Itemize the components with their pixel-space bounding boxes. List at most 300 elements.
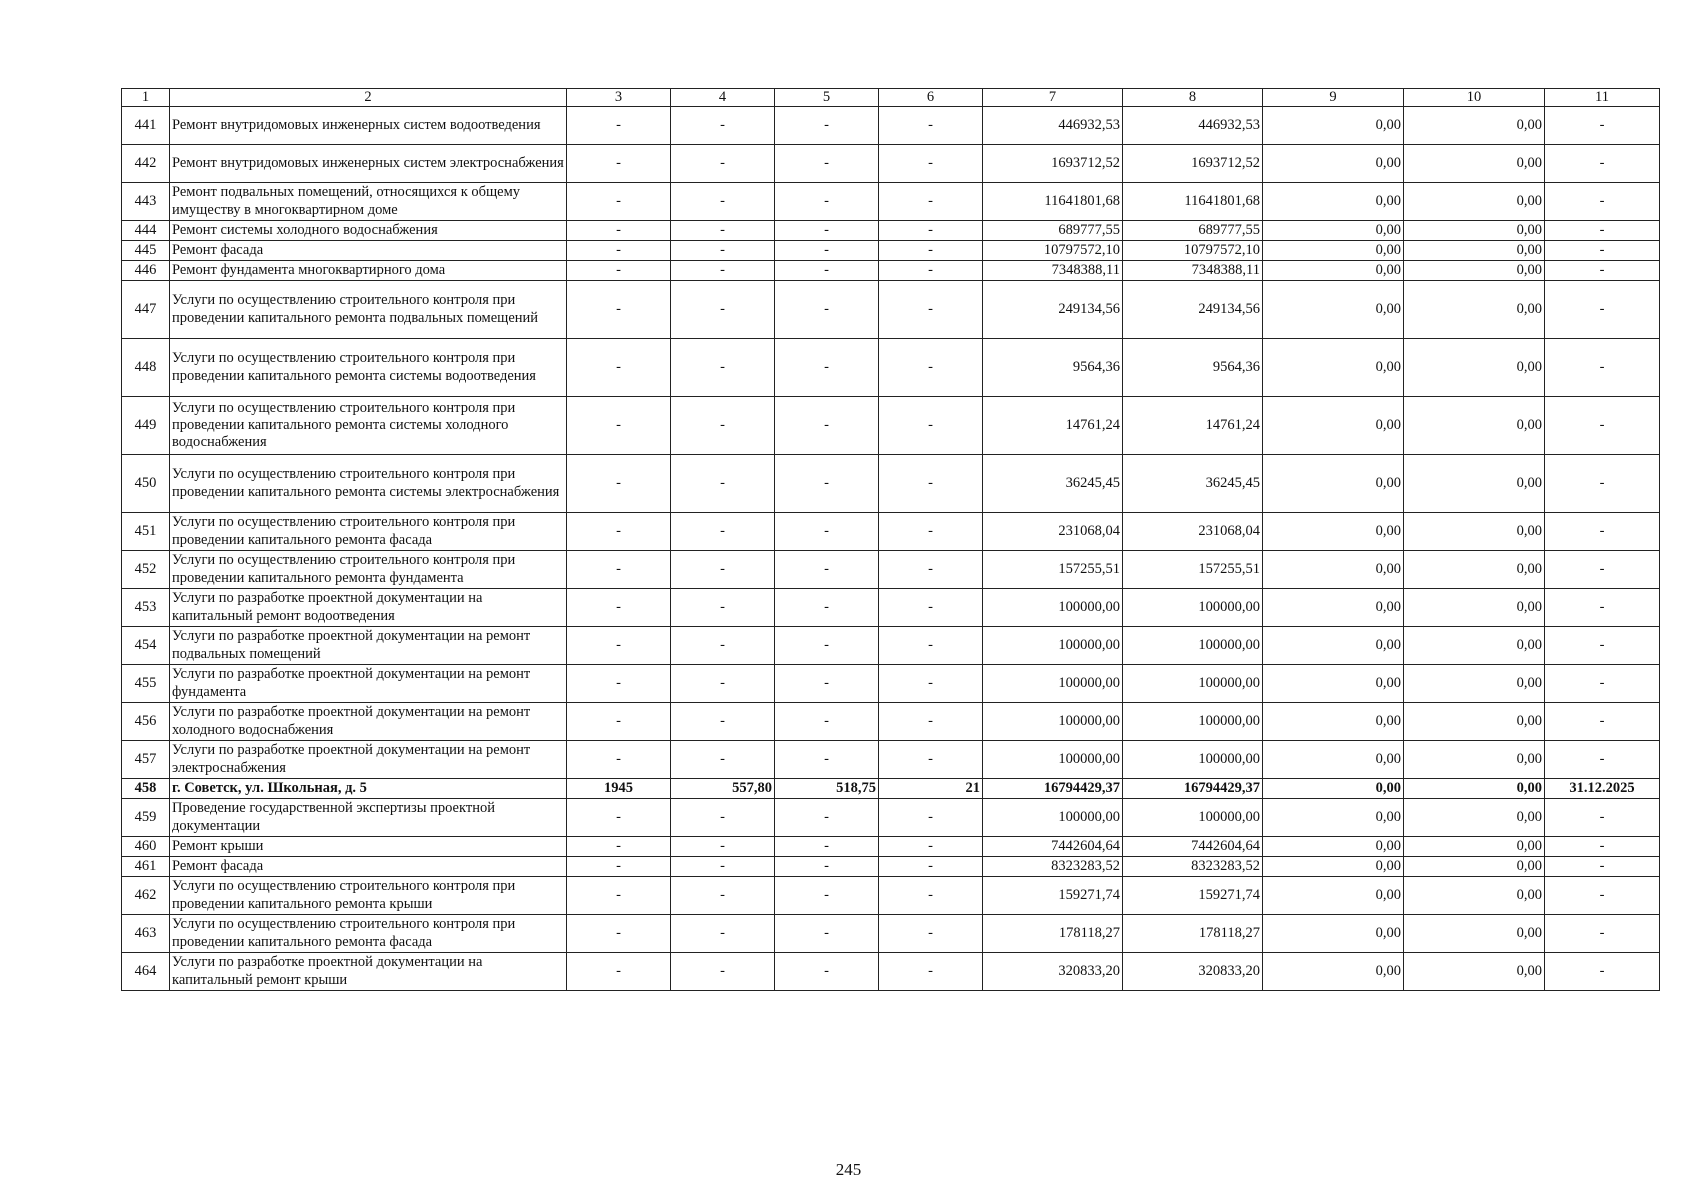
cell-col-9: 0,00 <box>1263 953 1404 991</box>
cell-col-10: 0,00 <box>1404 703 1545 741</box>
cell-col-11: - <box>1545 551 1660 589</box>
table-row <box>122 261 1660 281</box>
cell-col-7: 159271,74 <box>983 877 1123 915</box>
cell-col-10: 0,00 <box>1404 953 1545 991</box>
cell-col-9: 0,00 <box>1263 799 1404 837</box>
work-name: Ремонт крыши <box>170 837 567 857</box>
cell-col-5: - <box>775 857 879 877</box>
cell-col-7: 9564,36 <box>983 339 1123 397</box>
cell-col-11: - <box>1545 281 1660 339</box>
work-name: г. Советск, ул. Школьная, д. 5 <box>170 779 567 799</box>
cell-col-8: 178118,27 <box>1123 915 1263 953</box>
table-row <box>122 953 1660 991</box>
table-row <box>122 589 1660 627</box>
table-row <box>122 857 1660 877</box>
cell-col-5: - <box>775 877 879 915</box>
cell-col-6: - <box>879 589 983 627</box>
cell-col-11: - <box>1545 837 1660 857</box>
cell-col-7: 100000,00 <box>983 741 1123 779</box>
cell-col-10: 0,00 <box>1404 857 1545 877</box>
row-number: 455 <box>122 665 170 703</box>
cell-col-6: - <box>879 837 983 857</box>
cell-col-4: - <box>671 397 775 455</box>
cell-col-10: 0,00 <box>1404 107 1545 145</box>
work-name: Услуги по осуществлению строительного контроля при проведении капитального ремонта системы электроснабжения <box>170 455 567 513</box>
row-number: 446 <box>122 261 170 281</box>
cell-col-3: - <box>567 799 671 837</box>
cell-col-8: 100000,00 <box>1123 665 1263 703</box>
cell-col-9: 0,00 <box>1263 107 1404 145</box>
row-number: 441 <box>122 107 170 145</box>
cell-col-4: - <box>671 915 775 953</box>
cell-col-7: 231068,04 <box>983 513 1123 551</box>
cell-col-10: 0,00 <box>1404 241 1545 261</box>
cell-col-10: 0,00 <box>1404 665 1545 703</box>
cell-col-3: - <box>567 915 671 953</box>
cell-col-3: - <box>567 837 671 857</box>
cell-col-4: - <box>671 857 775 877</box>
cell-col-7: 7442604,64 <box>983 837 1123 857</box>
row-number: 454 <box>122 627 170 665</box>
cell-col-9: 0,00 <box>1263 145 1404 183</box>
cell-col-4: 557,80 <box>671 779 775 799</box>
cell-col-10: 0,00 <box>1404 261 1545 281</box>
cell-col-3: - <box>567 741 671 779</box>
table-row <box>122 915 1660 953</box>
cell-col-4: - <box>671 221 775 241</box>
cell-col-11: - <box>1545 627 1660 665</box>
cell-col-4: - <box>671 261 775 281</box>
cell-col-4: - <box>671 837 775 857</box>
cell-col-4: - <box>671 281 775 339</box>
table-row <box>122 837 1660 857</box>
cell-col-9: 0,00 <box>1263 627 1404 665</box>
work-name: Ремонт фундамента многоквартирного дома <box>170 261 567 281</box>
work-name: Ремонт фасада <box>170 857 567 877</box>
cell-col-8: 249134,56 <box>1123 281 1263 339</box>
work-name: Ремонт подвальных помещений, относящихся к общему имуществу в многоквартирном доме <box>170 183 567 221</box>
cell-col-7: 36245,45 <box>983 455 1123 513</box>
cell-col-7: 689777,55 <box>983 221 1123 241</box>
cell-col-8: 100000,00 <box>1123 741 1263 779</box>
cell-col-3: - <box>567 261 671 281</box>
cell-col-7: 14761,24 <box>983 397 1123 455</box>
cell-col-9: 0,00 <box>1263 339 1404 397</box>
cell-col-10: 0,00 <box>1404 183 1545 221</box>
work-name: Ремонт внутридомовых инженерных систем электроснабжения <box>170 145 567 183</box>
cell-col-8: 11641801,68 <box>1123 183 1263 221</box>
cell-col-3: - <box>567 857 671 877</box>
cell-col-4: - <box>671 241 775 261</box>
cell-col-3: - <box>567 221 671 241</box>
table-row <box>122 551 1660 589</box>
cell-col-4: - <box>671 107 775 145</box>
cell-col-9: 0,00 <box>1263 397 1404 455</box>
row-number: 449 <box>122 397 170 455</box>
column-number-header: 4 <box>671 89 775 107</box>
cell-col-11: - <box>1545 513 1660 551</box>
cell-col-5: - <box>775 397 879 455</box>
cell-col-8: 100000,00 <box>1123 703 1263 741</box>
column-number-header: 6 <box>879 89 983 107</box>
cell-col-9: 0,00 <box>1263 183 1404 221</box>
cell-col-5: - <box>775 107 879 145</box>
address-row <box>122 779 1660 799</box>
row-number: 459 <box>122 799 170 837</box>
cell-col-11: - <box>1545 107 1660 145</box>
cell-col-6: - <box>879 107 983 145</box>
cell-col-5: - <box>775 915 879 953</box>
table-row <box>122 183 1660 221</box>
cell-col-4: - <box>671 953 775 991</box>
cell-col-6: - <box>879 261 983 281</box>
cell-col-7: 10797572,10 <box>983 241 1123 261</box>
cell-col-8: 14761,24 <box>1123 397 1263 455</box>
cell-col-11: - <box>1545 665 1660 703</box>
row-number: 450 <box>122 455 170 513</box>
cell-col-7: 100000,00 <box>983 703 1123 741</box>
cell-col-10: 0,00 <box>1404 221 1545 241</box>
cell-col-4: - <box>671 145 775 183</box>
cell-col-6: - <box>879 877 983 915</box>
row-number: 458 <box>122 779 170 799</box>
cell-col-6: - <box>879 551 983 589</box>
cell-col-6: - <box>879 703 983 741</box>
cell-col-6: - <box>879 455 983 513</box>
cell-col-6: - <box>879 857 983 877</box>
cell-col-5: - <box>775 953 879 991</box>
table-row <box>122 665 1660 703</box>
cell-col-3: - <box>567 107 671 145</box>
cell-col-11: - <box>1545 241 1660 261</box>
cell-col-3: - <box>567 455 671 513</box>
cell-col-5: - <box>775 799 879 837</box>
cell-col-5: 518,75 <box>775 779 879 799</box>
cell-col-10: 0,00 <box>1404 551 1545 589</box>
work-name: Услуги по осуществлению строительного контроля при проведении капитального ремонта фасада <box>170 513 567 551</box>
cell-col-5: - <box>775 261 879 281</box>
row-number: 451 <box>122 513 170 551</box>
cell-col-11: - <box>1545 455 1660 513</box>
cell-col-10: 0,00 <box>1404 281 1545 339</box>
cell-col-10: 0,00 <box>1404 397 1545 455</box>
cell-col-6: - <box>879 953 983 991</box>
cell-col-6: - <box>879 397 983 455</box>
table-row <box>122 627 1660 665</box>
column-number-header: 10 <box>1404 89 1545 107</box>
cell-col-10: 0,00 <box>1404 741 1545 779</box>
cell-col-9: 0,00 <box>1263 857 1404 877</box>
work-name: Услуги по осуществлению строительного контроля при проведении капитального ремонта системы холодного водоснабжения <box>170 397 567 455</box>
cell-col-9: 0,00 <box>1263 837 1404 857</box>
cell-col-10: 0,00 <box>1404 627 1545 665</box>
cell-col-9: 0,00 <box>1263 741 1404 779</box>
table-row <box>122 281 1660 339</box>
work-name: Ремонт внутридомовых инженерных систем водоотведения <box>170 107 567 145</box>
cell-col-10: 0,00 <box>1404 589 1545 627</box>
cell-col-3: - <box>567 241 671 261</box>
cell-col-3: - <box>567 703 671 741</box>
cell-col-9: 0,00 <box>1263 261 1404 281</box>
cell-col-9: 0,00 <box>1263 455 1404 513</box>
column-number-header: 8 <box>1123 89 1263 107</box>
cell-col-8: 16794429,37 <box>1123 779 1263 799</box>
table-row <box>122 799 1660 837</box>
cell-col-8: 8323283,52 <box>1123 857 1263 877</box>
cell-col-8: 10797572,10 <box>1123 241 1263 261</box>
work-name: Услуги по осуществлению строительного контроля при проведении капитального ремонта фасада <box>170 915 567 953</box>
work-name: Услуги по разработке проектной документации на капитальный ремонт водоотведения <box>170 589 567 627</box>
cell-col-6: - <box>879 221 983 241</box>
capital-repair-table <box>121 88 1660 991</box>
cell-col-7: 100000,00 <box>983 799 1123 837</box>
cell-col-10: 0,00 <box>1404 513 1545 551</box>
table-row <box>122 107 1660 145</box>
cell-col-5: - <box>775 221 879 241</box>
column-number-header: 3 <box>567 89 671 107</box>
cell-col-3: - <box>567 877 671 915</box>
work-name: Услуги по разработке проектной документации на ремонт холодного водоснабжения <box>170 703 567 741</box>
column-number-header: 9 <box>1263 89 1404 107</box>
cell-col-8: 231068,04 <box>1123 513 1263 551</box>
cell-col-10: 0,00 <box>1404 877 1545 915</box>
cell-col-10: 0,00 <box>1404 837 1545 857</box>
cell-col-3: - <box>567 397 671 455</box>
column-number-header: 11 <box>1545 89 1660 107</box>
cell-col-5: - <box>775 455 879 513</box>
cell-col-5: - <box>775 741 879 779</box>
cell-col-11: - <box>1545 145 1660 183</box>
cell-col-8: 7348388,11 <box>1123 261 1263 281</box>
cell-col-11: - <box>1545 877 1660 915</box>
cell-col-10: 0,00 <box>1404 779 1545 799</box>
table-row <box>122 455 1660 513</box>
table-row <box>122 741 1660 779</box>
cell-col-8: 157255,51 <box>1123 551 1263 589</box>
cell-col-4: - <box>671 455 775 513</box>
cell-col-11: 31.12.2025 <box>1545 779 1660 799</box>
table-row <box>122 877 1660 915</box>
row-number: 457 <box>122 741 170 779</box>
cell-col-4: - <box>671 703 775 741</box>
cell-col-10: 0,00 <box>1404 455 1545 513</box>
cell-col-3: - <box>567 953 671 991</box>
cell-col-8: 159271,74 <box>1123 877 1263 915</box>
table-row <box>122 241 1660 261</box>
table-row <box>122 145 1660 183</box>
cell-col-5: - <box>775 281 879 339</box>
page-number: 245 <box>835 1160 862 1179</box>
cell-col-4: - <box>671 877 775 915</box>
cell-col-8: 36245,45 <box>1123 455 1263 513</box>
row-number: 453 <box>122 589 170 627</box>
row-number: 463 <box>122 915 170 953</box>
row-number: 443 <box>122 183 170 221</box>
cell-col-11: - <box>1545 703 1660 741</box>
cell-col-8: 689777,55 <box>1123 221 1263 241</box>
cell-col-7: 100000,00 <box>983 627 1123 665</box>
work-name: Услуги по осуществлению строительного контроля при проведении капитального ремонта системы водоотведения <box>170 339 567 397</box>
cell-col-9: 0,00 <box>1263 513 1404 551</box>
cell-col-9: 0,00 <box>1263 551 1404 589</box>
row-number: 460 <box>122 837 170 857</box>
cell-col-9: 0,00 <box>1263 665 1404 703</box>
cell-col-8: 100000,00 <box>1123 627 1263 665</box>
cell-col-11: - <box>1545 953 1660 991</box>
cell-col-5: - <box>775 241 879 261</box>
document-sheet <box>121 88 1659 991</box>
cell-col-3: - <box>567 513 671 551</box>
cell-col-8: 7442604,64 <box>1123 837 1263 857</box>
cell-col-11: - <box>1545 183 1660 221</box>
cell-col-11: - <box>1545 397 1660 455</box>
cell-col-11: - <box>1545 221 1660 241</box>
cell-col-6: - <box>879 183 983 221</box>
cell-col-5: - <box>775 837 879 857</box>
cell-col-5: - <box>775 183 879 221</box>
cell-col-3: 1945 <box>567 779 671 799</box>
cell-col-11: - <box>1545 339 1660 397</box>
cell-col-10: 0,00 <box>1404 145 1545 183</box>
cell-col-3: - <box>567 551 671 589</box>
cell-col-3: - <box>567 183 671 221</box>
cell-col-7: 178118,27 <box>983 915 1123 953</box>
cell-col-5: - <box>775 339 879 397</box>
cell-col-8: 9564,36 <box>1123 339 1263 397</box>
cell-col-3: - <box>567 589 671 627</box>
cell-col-6: - <box>879 281 983 339</box>
table-body <box>122 107 1660 991</box>
cell-col-5: - <box>775 703 879 741</box>
table-row <box>122 339 1660 397</box>
work-name: Услуги по разработке проектной документации на ремонт подвальных помещений <box>170 627 567 665</box>
cell-col-5: - <box>775 589 879 627</box>
cell-col-7: 7348388,11 <box>983 261 1123 281</box>
cell-col-6: - <box>879 145 983 183</box>
cell-col-3: - <box>567 665 671 703</box>
cell-col-6: - <box>879 915 983 953</box>
cell-col-6: - <box>879 741 983 779</box>
cell-col-6: - <box>879 799 983 837</box>
cell-col-11: - <box>1545 261 1660 281</box>
table-row <box>122 397 1660 455</box>
cell-col-5: - <box>775 145 879 183</box>
cell-col-9: 0,00 <box>1263 241 1404 261</box>
work-name: Ремонт системы холодного водоснабжения <box>170 221 567 241</box>
work-name: Услуги по разработке проектной документации на ремонт фундамента <box>170 665 567 703</box>
cell-col-5: - <box>775 627 879 665</box>
cell-col-9: 0,00 <box>1263 589 1404 627</box>
cell-col-4: - <box>671 589 775 627</box>
work-name: Проведение государственной экспертизы проектной документации <box>170 799 567 837</box>
cell-col-8: 446932,53 <box>1123 107 1263 145</box>
cell-col-7: 100000,00 <box>983 589 1123 627</box>
table-row <box>122 221 1660 241</box>
cell-col-4: - <box>671 183 775 221</box>
table-row <box>122 703 1660 741</box>
row-number: 452 <box>122 551 170 589</box>
cell-col-4: - <box>671 627 775 665</box>
cell-col-7: 8323283,52 <box>983 857 1123 877</box>
cell-col-6: - <box>879 241 983 261</box>
cell-col-6: - <box>879 513 983 551</box>
row-number: 442 <box>122 145 170 183</box>
cell-col-7: 157255,51 <box>983 551 1123 589</box>
cell-col-3: - <box>567 627 671 665</box>
row-number: 461 <box>122 857 170 877</box>
cell-col-8: 100000,00 <box>1123 799 1263 837</box>
row-number: 448 <box>122 339 170 397</box>
cell-col-3: - <box>567 339 671 397</box>
cell-col-9: 0,00 <box>1263 703 1404 741</box>
cell-col-11: - <box>1545 857 1660 877</box>
cell-col-8: 100000,00 <box>1123 589 1263 627</box>
cell-col-4: - <box>671 551 775 589</box>
cell-col-3: - <box>567 281 671 339</box>
cell-col-6: - <box>879 627 983 665</box>
cell-col-4: - <box>671 513 775 551</box>
cell-col-10: 0,00 <box>1404 915 1545 953</box>
row-number: 464 <box>122 953 170 991</box>
cell-col-7: 320833,20 <box>983 953 1123 991</box>
work-name: Ремонт фасада <box>170 241 567 261</box>
cell-col-11: - <box>1545 915 1660 953</box>
header-row <box>122 89 1660 107</box>
work-name: Услуги по разработке проектной документации на капитальный ремонт крыши <box>170 953 567 991</box>
row-number: 456 <box>122 703 170 741</box>
cell-col-11: - <box>1545 741 1660 779</box>
column-number-header: 2 <box>170 89 567 107</box>
table-row <box>122 513 1660 551</box>
cell-col-10: 0,00 <box>1404 339 1545 397</box>
row-number: 462 <box>122 877 170 915</box>
row-number: 447 <box>122 281 170 339</box>
cell-col-5: - <box>775 665 879 703</box>
work-name: Услуги по осуществлению строительного контроля при проведении капитального ремонта подвальных помещений <box>170 281 567 339</box>
cell-col-6: - <box>879 665 983 703</box>
cell-col-8: 1693712,52 <box>1123 145 1263 183</box>
column-number-header: 1 <box>122 89 170 107</box>
column-number-header: 5 <box>775 89 879 107</box>
row-number: 445 <box>122 241 170 261</box>
row-number: 444 <box>122 221 170 241</box>
cell-col-11: - <box>1545 589 1660 627</box>
work-name: Услуги по осуществлению строительного контроля при проведении капитального ремонта крыши <box>170 877 567 915</box>
cell-col-7: 249134,56 <box>983 281 1123 339</box>
cell-col-5: - <box>775 551 879 589</box>
cell-col-9: 0,00 <box>1263 915 1404 953</box>
cell-col-4: - <box>671 665 775 703</box>
cell-col-3: - <box>567 145 671 183</box>
cell-col-11: - <box>1545 799 1660 837</box>
cell-col-9: 0,00 <box>1263 281 1404 339</box>
cell-col-5: - <box>775 513 879 551</box>
cell-col-7: 1693712,52 <box>983 145 1123 183</box>
cell-col-9: 0,00 <box>1263 221 1404 241</box>
cell-col-8: 320833,20 <box>1123 953 1263 991</box>
cell-col-4: - <box>671 799 775 837</box>
cell-col-9: 0,00 <box>1263 779 1404 799</box>
cell-col-9: 0,00 <box>1263 877 1404 915</box>
cell-col-6: - <box>879 339 983 397</box>
cell-col-7: 446932,53 <box>983 107 1123 145</box>
cell-col-4: - <box>671 339 775 397</box>
work-name: Услуги по разработке проектной документации на ремонт электроснабжения <box>170 741 567 779</box>
work-name: Услуги по осуществлению строительного контроля при проведении капитального ремонта фундамента <box>170 551 567 589</box>
cell-col-7: 16794429,37 <box>983 779 1123 799</box>
column-number-header: 7 <box>983 89 1123 107</box>
cell-col-7: 100000,00 <box>983 665 1123 703</box>
